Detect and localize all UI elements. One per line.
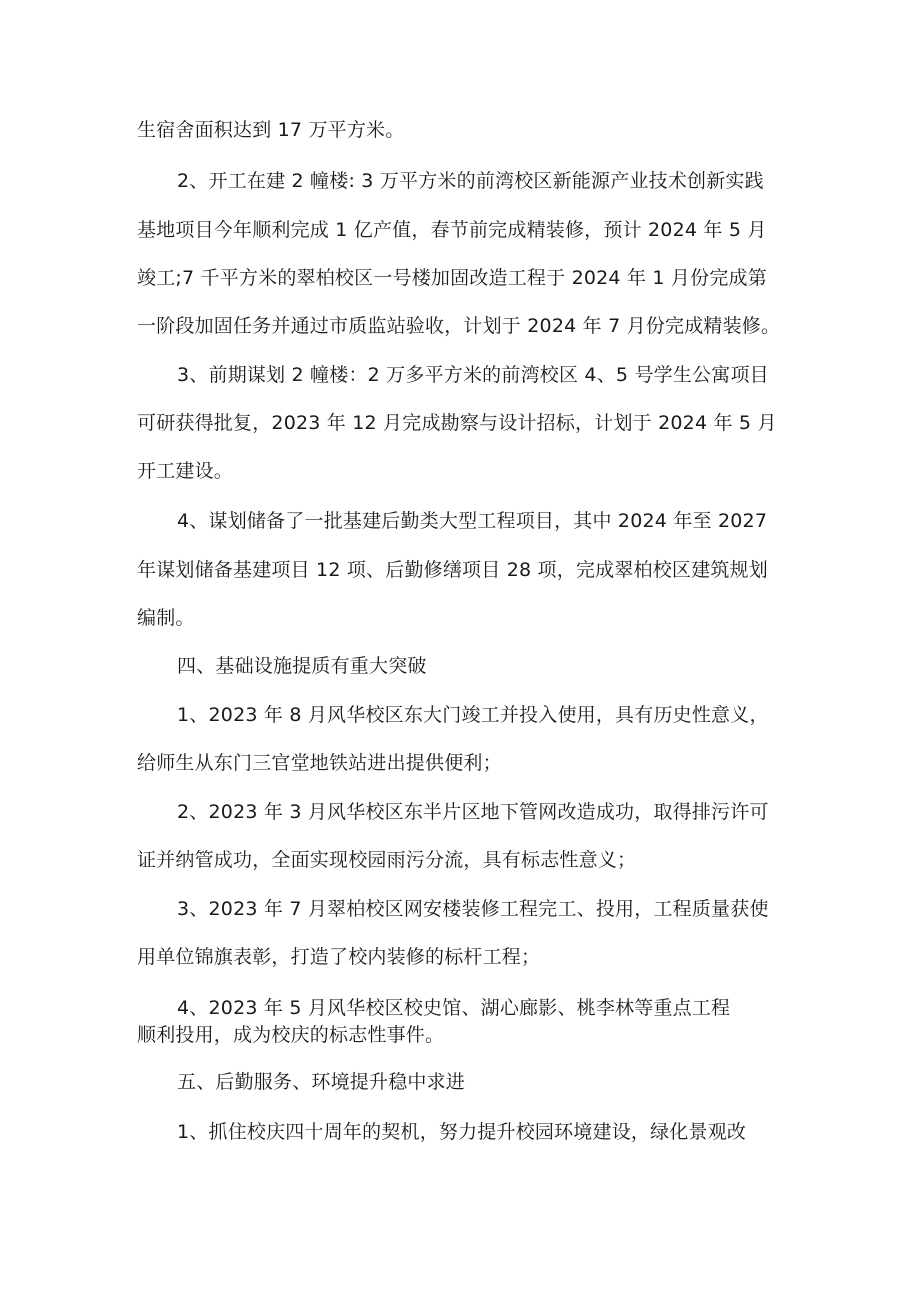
- text-line: 编制。: [137, 607, 195, 629]
- text-line: 可研获得批复，2023 年 12 月完成勘察与设计招标，计划于 2024 年 5 月: [137, 412, 777, 434]
- text-line: 顺利投用，成为校庆的标志性事件。: [137, 1024, 445, 1046]
- paragraph-item-3: 3、2023 年 7 月翠柏校区网安楼装修工程完工、投用，工程质量获使: [177, 898, 769, 920]
- paragraph-item-2: 2、开工在建 2 幢楼: 3 万平方米的前湾校区新能源产业技术创新实践: [177, 170, 764, 192]
- text-line: 一阶段加固任务并通过市质监站验收，计划于 2024 年 7 月份完成精装修。: [137, 315, 781, 337]
- text-line: 用单位锦旗表彰，打造了校内装修的标杆工程；: [137, 946, 541, 968]
- section-heading-5: 五、后勤服务、环境提升稳中求进: [177, 1071, 466, 1093]
- paragraph-item-3: 3、前期谋划 2 幢楼：2 万多平方米的前湾校区 4、5 号学生公寓项目: [177, 364, 769, 386]
- paragraph-item-4: 4、谋划储备了一批基建后勤类大型工程项目，其中 2024 年至 2027: [177, 510, 768, 532]
- text-line: 年谋划储备基建项目 12 项、后勤修缮项目 28 项，完成翠柏校区建筑规划: [137, 559, 768, 581]
- section-heading-4: 四、基础设施提质有重大突破: [177, 655, 427, 677]
- paragraph-item-4: 4、2023 年 5 月风华校区校史馆、湖心廊影、桃李林等重点工程: [177, 997, 731, 1019]
- text-line: 给师生从东门三官堂地铁站进出提供便利；: [137, 752, 502, 774]
- text-line: 开工建设。: [137, 460, 234, 482]
- paragraph-item-1: 1、2023 年 8 月风华校区东大门竣工并投入使用，具有历史性意义，: [177, 704, 769, 726]
- text-line: 基地项目今年顺利完成 1 亿产值，春节前完成精装修，预计 2024 年 5 月: [137, 219, 767, 241]
- text-line: 证并纳管成功，全面实现校园雨污分流，具有标志性意义；: [137, 849, 637, 871]
- paragraph-item-1: 1、抓住校庆四十周年的契机，努力提升校园环境建设，绿化景观改: [177, 1121, 747, 1143]
- paragraph-item-2: 2、2023 年 3 月风华校区东半片区地下管网改造成功，取得排污许可: [177, 801, 769, 823]
- text-line: 竣工;7 千平方米的翠柏校区一号楼加固改造工程于 2024 年 1 月份完成第: [137, 267, 767, 289]
- text-line: 生宿舍面积达到 17 万平方米。: [137, 119, 405, 141]
